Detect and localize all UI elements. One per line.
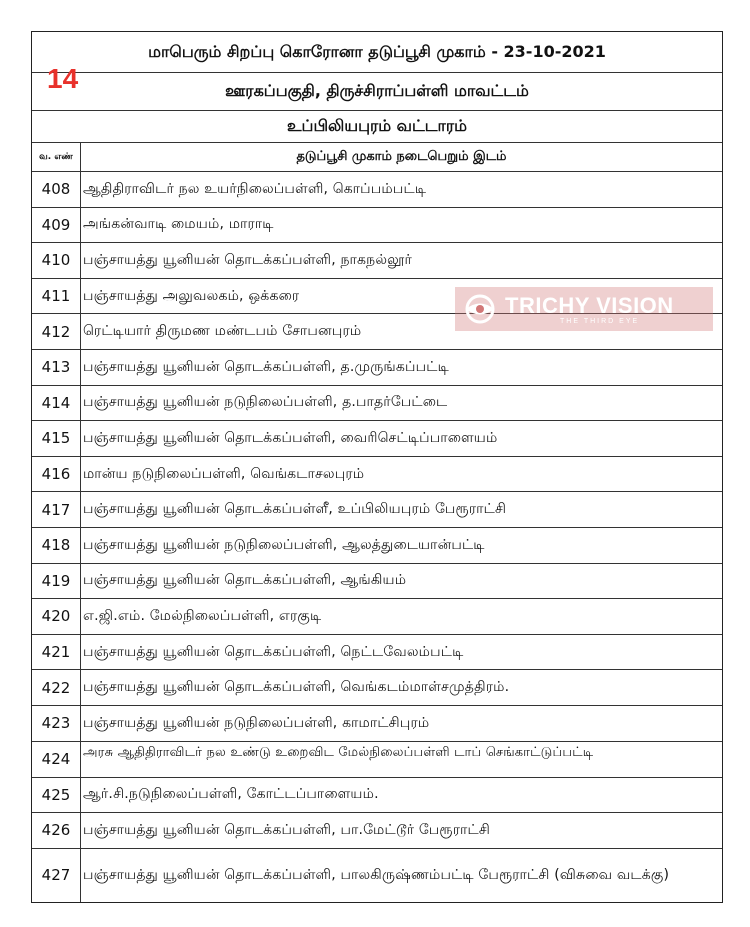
camp-location: பஞ்சாயத்து யூனியன் தொடக்கப்பள்ளி, பா.மேட்டூர் பேரூராட்சி xyxy=(83,821,490,838)
serial-number: 426 xyxy=(32,813,81,848)
table-row xyxy=(32,670,722,706)
serial-number: 419 xyxy=(32,564,81,599)
serial-number: 417 xyxy=(32,492,81,527)
table-row xyxy=(32,635,722,671)
serial-number: 408 xyxy=(32,172,81,207)
table-row xyxy=(32,243,722,279)
table-row xyxy=(32,421,722,457)
serial-number: 415 xyxy=(32,421,81,456)
serial-number: 427 xyxy=(32,849,81,902)
camp-location: பஞ்சாயத்து அலுவலகம், ஒக்கரை xyxy=(83,287,300,304)
table-row xyxy=(32,813,722,849)
camp-location: ஆதிதிராவிடர் நல உயர்நிலைப்பள்ளி, கொப்பம்பட்டி xyxy=(83,180,427,197)
location-column-header: தடுப்பூசி முகாம் நடைபெறும் இடம் xyxy=(296,149,507,164)
table-row xyxy=(32,457,722,493)
serial-number: 421 xyxy=(32,635,81,670)
table-row xyxy=(32,208,722,244)
serial-number: 416 xyxy=(32,457,81,492)
table-row xyxy=(32,492,722,528)
table-row xyxy=(32,386,722,422)
table-row xyxy=(32,172,722,208)
camp-location: பஞ்சாயத்து யூனியன் தொடக்கப்பள்ளி, வைரிசெட்டிப்பாளையம் xyxy=(83,429,498,446)
serial-number: 413 xyxy=(32,350,81,385)
serial-column-header: வ. எண் xyxy=(32,143,81,171)
camp-table-body xyxy=(32,172,722,902)
watermark-tagline: THE THIRD EYE xyxy=(560,317,640,325)
serial-number: 422 xyxy=(32,670,81,705)
camp-location: மான்ய நடுநிலைப்பள்ளி, வெங்கடாசலபுரம் xyxy=(83,465,365,482)
table-row xyxy=(32,528,722,564)
serial-number: 420 xyxy=(32,599,81,634)
serial-number: 418 xyxy=(32,528,81,563)
eye-logo-icon xyxy=(455,287,505,331)
serial-number: 424 xyxy=(32,742,81,777)
district-subtitle: ஊரகப்பகுதி, திருச்சிராப்பள்ளி மாவட்டம் xyxy=(32,73,722,111)
table-row xyxy=(32,778,722,814)
camp-location: பஞ்சாயத்து யூனியன் தொடக்கப்பள்ளி, த.முருங்கப்பட்டி xyxy=(83,358,449,375)
serial-number: 414 xyxy=(32,386,81,421)
serial-number: 409 xyxy=(32,208,81,243)
camp-location: பஞ்சாயத்து யூனியன் நடுநிலைப்பள்ளி, த.பாதர்பேட்டை xyxy=(83,394,448,411)
camp-location: ரெட்டியார் திருமண மண்டபம் சோபனபுரம் xyxy=(83,323,362,340)
camp-location: பஞ்சாயத்து யூனியன் தொடக்கப்பள்ளி, நாகநல்லூர் xyxy=(83,251,413,268)
table-row xyxy=(32,706,722,742)
table-row xyxy=(32,564,722,600)
camp-location: பஞ்சாயத்து யூனியன் தொடக்கப்பள்ளீ, உப்பிலியபுரம் பேரூராட்சி xyxy=(83,501,507,518)
table-row xyxy=(32,742,722,778)
watermark xyxy=(455,287,713,331)
serial-number: 423 xyxy=(32,706,81,741)
table-row xyxy=(32,350,722,386)
camp-location: பஞ்சாயத்து யூனியன் தொடக்கப்பள்ளி, நெட்டவேலம்பட்டி xyxy=(83,643,464,660)
camp-location: ஆர்.சி.நடுநிலைப்பள்ளி, கோட்டப்பாளையம். xyxy=(83,786,379,803)
camp-location: அங்கன்வாடி மையம், மாராடி xyxy=(83,216,274,233)
camp-location: பஞ்சாயத்து யூனியன் தொடக்கப்பள்ளி, பாலகிருஷ்ணம்பட்டி பேரூராட்சி (விசுவை வடக்கு) xyxy=(83,866,670,883)
camp-location: பஞ்சாயத்து யூனியன் தொடக்கப்பள்ளி, வெங்கடம்மாள்சமுத்திரம். xyxy=(83,679,510,696)
camp-location: பஞ்சாயத்து யூனியன் தொடக்கப்பள்ளி, ஆங்கியம் xyxy=(83,572,407,589)
camp-location: பஞ்சாயத்து யூனியன் நடுநிலைப்பள்ளி, காமாட்சிபுரம் xyxy=(83,714,430,731)
camp-location: எ.ஜி.எம். மேல்நிலைப்பள்ளி, எரகுடி xyxy=(83,607,322,624)
watermark-brand: TRICHY VISION xyxy=(505,292,674,318)
block-name: உப்பிலியபுரம் வட்டாரம் xyxy=(32,111,722,143)
table-row xyxy=(32,599,722,635)
serial-number: 425 xyxy=(32,778,81,813)
camp-location: பஞ்சாயத்து யூனியன் நடுநிலைப்பள்ளி, ஆலத்துடையான்பட்டி xyxy=(83,536,485,553)
page-title: மாபெரும் சிறப்பு கொரோனா தடுப்பூசி முகாம் - 23-10-2021 xyxy=(32,32,722,73)
table-header xyxy=(32,143,722,172)
serial-number: 410 xyxy=(32,243,81,278)
sheet-number: 14 xyxy=(47,63,79,94)
serial-number: 411 xyxy=(32,279,81,314)
serial-number: 412 xyxy=(32,314,81,349)
camp-list-sheet xyxy=(31,31,723,903)
table-row xyxy=(32,849,722,902)
camp-location: அரசு ஆதிதிராவிடர் நல உண்டு உறைவிட மேல்நிலைப்பள்ளி டாப் செங்காட்டுப்பட்டி xyxy=(83,744,594,760)
